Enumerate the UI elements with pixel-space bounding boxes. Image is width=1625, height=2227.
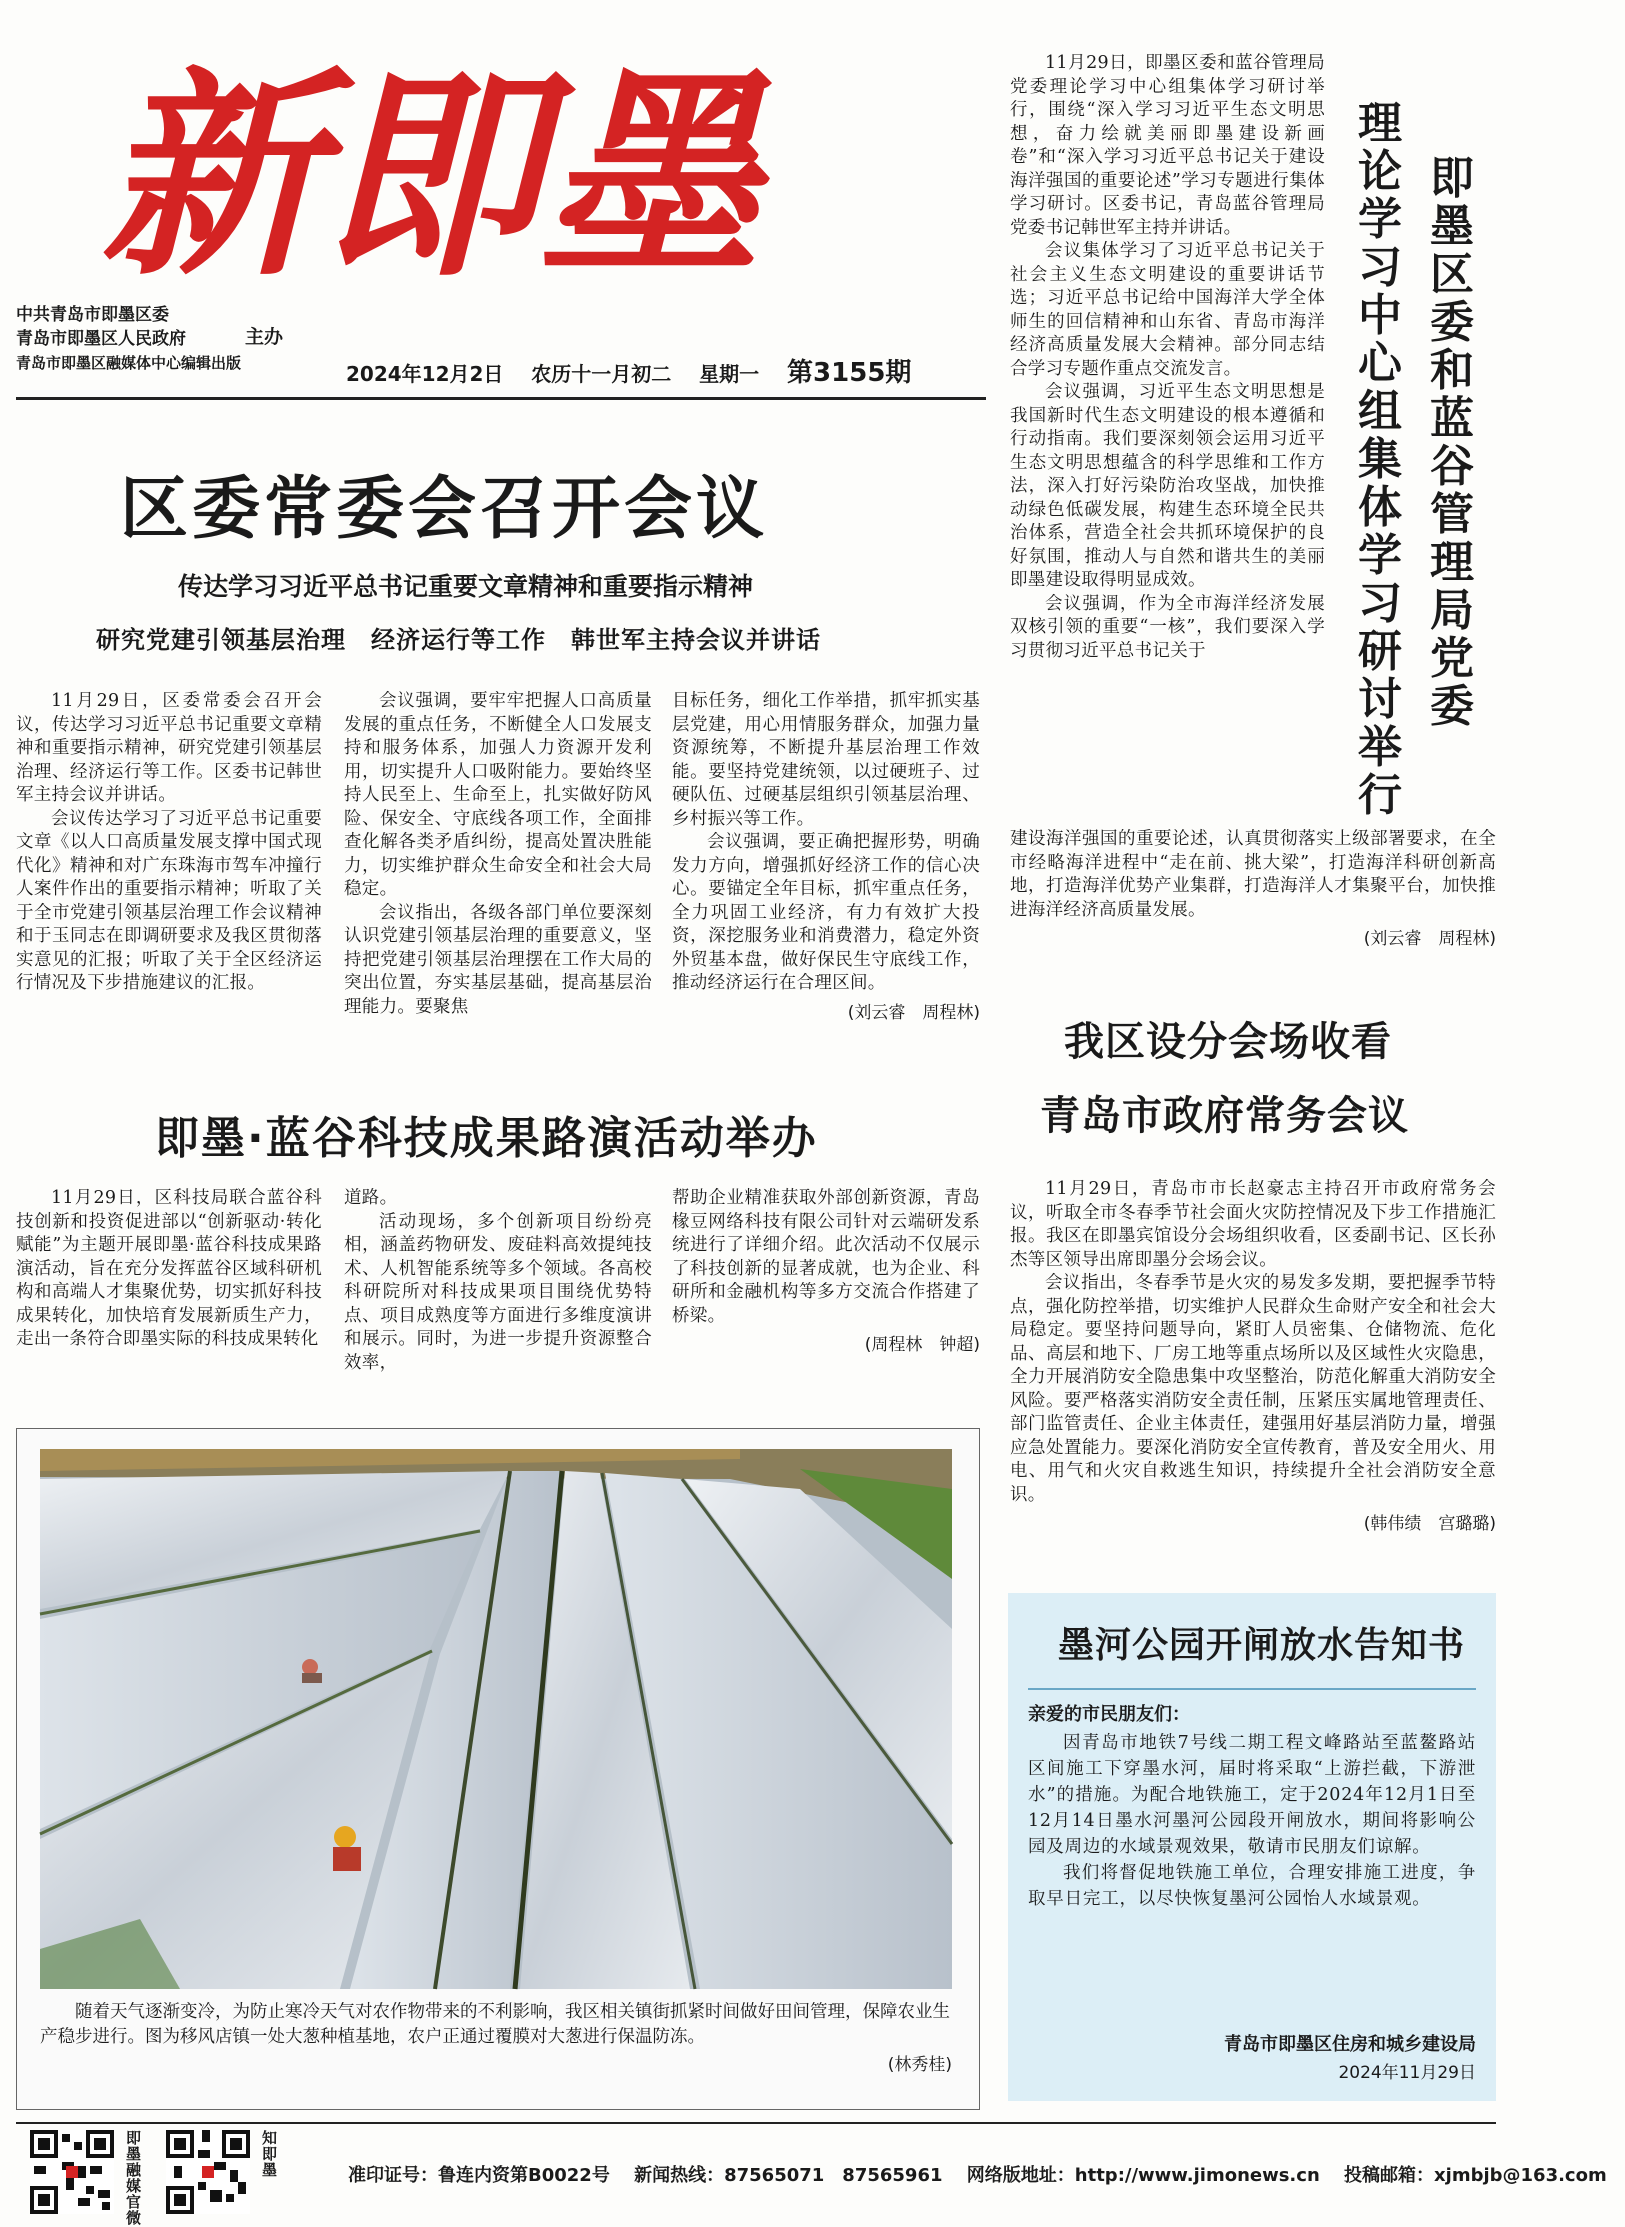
lunar-date: 农历十一月初二 [531,362,672,386]
lead-paragraph: 目标任务，细化工作举措，抓牢抓实基层党建，用心用情服务群众，加强力量资源统筹，不断提升基层治理工作效能。要坚持党建统领，以过硬班子、过硬队伍、过硬基层组织引领基层治理、乡村振兴等工作。 [672,691,980,829]
study-paragraph: 建设海洋强国的重要论述，认真贯彻落实上级部署要求，在全市经略海洋进程中“走在前、挑大梁”，打造海洋科研创新高地，打造海洋优势产业集群，打造海洋人才集聚平台，加快推进海洋经济高质量发展。 [1010,829,1496,920]
weekday: 星期一 [699,362,760,386]
notice-salutation: 亲爱的市民朋友们： [1028,1704,1190,1725]
footer-rule [16,2122,1496,2124]
photo-credit: (林秀桂) [887,2055,952,2075]
lead-paragraph: 会议传达学习了习近平总书记重要文章《以人口高质量发展支撑中国式现代化》精神和对广东珠海市驾车冲撞行人案件作出的重要指示精神；听取了关于全市党建引领基层治理工作会议精神和于玉同志在即调研要求及我区贯彻落实意见的汇报；听取了关于全区经济运行情况及下步措施建议的汇报。 [16,808,322,993]
conference-headline-1: 我区设分会场收看 [1064,1019,1392,1065]
issue-number: 第3155期 [787,358,912,388]
lead-subtitle-1: 传达学习习近平总书记重要文章精神和重要指示精神 [178,572,754,601]
qr2-label: 知即墨 [262,2129,278,2179]
lead-paragraph: 11月29日，区委常委会召开会议，传达学习习近平总书记重要文章精神和重要指示精神，研究党建引领基层治理、经济运行等工作。区委书记韩世军主持会议并讲话。 [16,691,322,805]
tech-paragraph: 活动现场，多个创新项目纷纷亮相，涵盖药物研发、废硅料高效提纯技术、人机智能系统等多个领域。各高校科研院所对科技成果项目围绕优势特点、项目成熟度等方面进行多维度演讲和展示。同时，为进一步提升资源整合效率， [344,1211,652,1373]
tech-paragraph: 帮助企业精准获取外部创新资源，青岛椽豆网络科技有限公司针对云端研发系统进行了详细介绍。此次活动不仅展示了科技创新的显著成就，也为企业、科研所和金融机构等多方交流合作搭建了桥梁。 [672,1188,980,1326]
conference-byline: (韩伟绩 宫璐璐) [1363,1514,1496,1534]
notice-signer: 青岛市即墨区住房和城乡建设局 [1224,2034,1476,2055]
sponsor-host: 主办 [245,326,284,348]
tech-paragraph: 道路。 [344,1188,398,1208]
study-story-continued [1010,828,1496,949]
qr1-label: 即墨融媒官微 [126,2129,142,2227]
footer-website-link[interactable]: 网络版地址：http://www.jimonews.cn [966,2165,1320,2186]
lead-byline: (刘云睿 周程林) [847,1002,980,1023]
masthead-logo [92,28,761,305]
tech-paragraph: 11月29日，区科技局联合蓝谷科技创新和投资促进部以“创新驱动·转化赋能”为主题开展即墨·蓝谷科技成果路演活动，旨在充分发挥蓝谷区域科研机构和高端人才集聚优势，切实抓好科技成果转化，加快培育发展新质生产力，走出一条符合即墨实际的科技成果转化 [16,1188,322,1349]
study-paragraph: 会议集体学习了习近平总书记关于社会主义生态文明建设的重要讲话节选；习近平总书记给中国海洋大学全体师生的回信精神和山东省、青岛市海洋经济高质量发展大会精神。部分同志结合学习专题作重点交流发言。 [1010,241,1325,379]
lead-column-3 [672,690,980,1023]
tech-column-1 [16,1187,322,1352]
tech-headline: 即墨·蓝谷科技成果路演活动举办 [155,1113,818,1164]
footer-hotline: 新闻热线：87565071 87565961 [634,2165,943,2186]
study-byline: (刘云睿 周程林) [1363,929,1496,949]
study-paragraph: 11月29日，即墨区委和蓝谷管理局党委理论学习中心组集体学习研讨举行，围绕“深入学习习近平生态文明思想，奋力绘就美丽即墨建设新画卷”和“深入学习习近平总书记关于建设海洋强国的重要论述”学习专题进行集体学习研讨。区委书记，青岛蓝谷管理局党委书记韩世军主持并讲话。 [1010,53,1325,238]
study-paragraph: 会议强调，习近平生态文明思想是我国新时代生态文明建设的根本遵循和行动指南。我们要深刻领会运用习近平生态文明思想蕴含的科学思维和工作方法，深入打好污染防治攻坚战，加快推动绿色低碳发展，构建生态环境全民共治体系，营造全社会共抓环境保护的良好氛围，推动人与自然和谐共生的美丽即墨建设取得明显成效。 [1010,382,1325,590]
study-paragraph: 会议强调，作为全市海洋经济发展双核引领的重要“一核”，我们要深入学习贯彻习近平总书记关于 [1010,593,1325,661]
conference-paragraph: 11月29日，青岛市市长赵豪志主持召开市政府常务会议，听取全市冬春季节社会面火灾防控情况及下步工作措施汇报。我区在即墨宾馆设分会场组织收看，区委副书记、区长孙杰等区领导出席即墨分会场会议。 [1010,1179,1496,1270]
tech-byline: (周程林 钟超) [864,1335,980,1355]
study-story-body [1010,52,1325,663]
conference-headline-2: 青岛市政府常务会议 [1040,1093,1409,1139]
lead-paragraph: 会议强调，要牢牢把握人口高质量发展的重点任务，不断健全人口发展支持和服务体系，加强人力资源开发利用，切实提升人口吸附能力。要始终坚持人民至上、生命至上，扎实做好防风险、保安全、守底线各项工作，全面排查化解各类矛盾纠纷，提高处置决胜能力，切实维护群众生命安全和社会大局稳定。 [344,691,652,899]
notice-divider [1028,1688,1476,1690]
lead-column-2 [344,690,652,1019]
notice-title: 墨河公园开闸放水告知书 [1058,1625,1466,1666]
lead-paragraph: 会议强调，要正确把握形势，明确发力方向，增强抓好经济工作的信心决心。要锚定全年目标，抓牢重点任务，全力巩固工业经济，有力有效扩大投资，深挖服务业和消费潜力，稳定外资外贸基本盘，做好保民生守底线工作，推动经济运行在合理区间。 [672,832,980,993]
notice-paragraph: 因青岛市地铁7号线二期工程文峰路站至蓝鳌路站区间施工下穿墨水河，届时将采取“上游拦截，下游泄水”的措施。为配合地铁施工，定于2024年12月1日至12月14日墨水河墨河公园段开闸放水，期间将影响公园及周边的水域景观效果，敬请市民朋友们谅解。 [1028,1733,1476,1857]
tech-column-3 [672,1187,980,1355]
lead-headline: 区委常委会召开会议 [120,470,769,549]
lead-column-1 [16,690,322,996]
qr-code-icon[interactable] [166,2130,250,2214]
tech-column-2 [344,1187,652,1375]
farm-film-photo [40,1449,952,1989]
sponsor-1: 中共青岛市即墨区委 [16,305,169,325]
edition-line [346,352,911,389]
notice-paragraph: 我们将督促地铁施工单位，合理安排施工进度，争取早日完工，以尽快恢复墨河公园怡人水域景观。 [1028,1863,1476,1909]
lead-paragraph: 会议指出，各级各部门单位要深刻认识党建引领基层治理的重要意义，坚持把党建引领基层治理摆在工作大局的突出位置，夯实基层基础，提高基层治理能力。要聚焦 [344,902,652,1017]
study-headline-col-1: 即墨区委和蓝谷管理局党委 [1430,153,1474,732]
publisher: 青岛市即墨区融媒体中心编辑出版 [16,354,242,372]
conference-body [1010,1178,1496,1534]
notice-body [1028,1730,1476,1912]
footer-permit: 准印证号：鲁连内资第B0022号 [348,2165,610,2186]
study-headline [1325,98,1495,821]
footer-info [348,2161,1625,2187]
notice-date: 2024年11月29日 [1338,2063,1476,2083]
footer-email-link[interactable]: 投稿邮箱：xjmbjb@163.com [1344,2165,1607,2186]
qr-code-icon[interactable] [30,2130,114,2214]
masthead-logo-text: 新即墨 [100,46,761,305]
edition-date: 2024年12月2日 [346,362,504,386]
photo-caption: 随着天气逐渐变冷，为防止寒冷天气对农作物带来的不利影响，我区相关镇街抓紧时间做好田间管理，保障农业生产稳步进行。图为移风店镇一处大葱种植基地，农户正通过覆膜对大葱进行保温防冻。 [40,2002,950,2047]
masthead-rule [16,397,986,400]
study-headline-col-2: 理论学习中心组集体学习研讨举行 [1358,98,1402,821]
lead-subtitle-2: 研究党建引领基层治理 经济运行等工作 韩世军主持会议并讲话 [96,625,821,654]
sponsor-2: 青岛市即墨区人民政府 [16,329,186,349]
conference-paragraph: 会议指出，冬春季节是火灾的易发多发期，要把握季节特点，强化防控举措，切实维护人民群众生命财产安全和社会大局稳定。要坚持问题导向，紧盯人员密集、仓储物流、危化品、高层和地下、厂房工地等重点场所以及区域性火灾隐患，全力开展消防安全隐患集中攻坚整治，防范化解重大消防安全风险。要严格落实消防安全责任制，压紧压实属地管理责任、部门监管责任、企业主体责任，建强用好基层消防力量，增强应急处置能力。要深化消防安全宣传教育，普及安全用火、用电、用气和火灾自救逃生知识，持续提升全社会消防安全意识。 [1010,1273,1496,1505]
